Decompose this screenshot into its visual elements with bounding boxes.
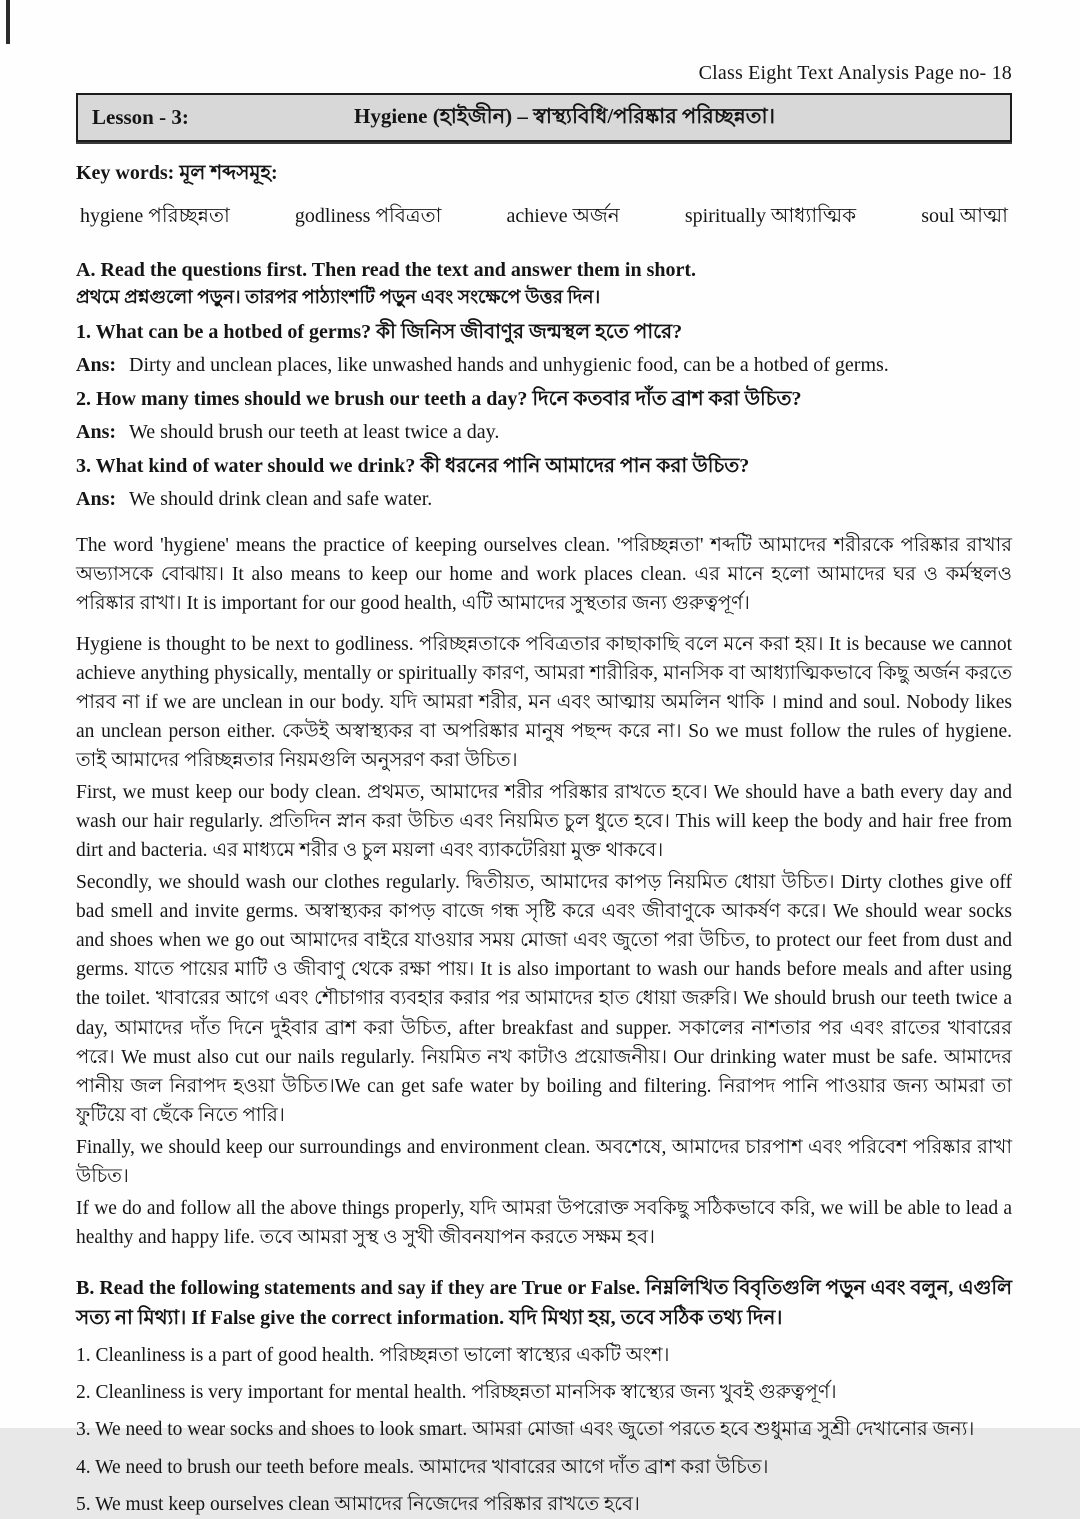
section-b-heading: B. Read the following statements and say if they are True or False. নিম্নলিখিত বিবৃতিগুলি পড়ুন এবং বলুন, এগুলি সত্য না মিথ্যা। If False give the correct information. যদি মিথ্যা হয়, তবে সঠিক তথ্য দিন। xyxy=(76,1276,1012,1329)
section-a-heading: A. Read the questions first. Then read the text and answer them in short. xyxy=(76,259,697,281)
passage-paragraph: If we do and follow all the above things properly, যদি আমরা উপরোক্ত সবকিছু সঠিকভাবে করি, we will be able to lead a healthy and happy life. তবে আমরা সুস্থ ও সুখী জীবনযাপন করতে সক্ষম হব। xyxy=(76,1197,1012,1248)
statement-3: 3. We need to wear socks and shoes to look smart. আমরা মোজা এবং জুতো পরতে হবে শুধুমাত্র সুশ্রী দেখানোর জন্য। xyxy=(76,1419,975,1441)
statement-1: 1. Cleanliness is a part of good health. পরিচ্ছন্নতা ভালো স্বাস্থ্যের একটি অংশ। xyxy=(76,1344,670,1366)
keywords-row xyxy=(80,201,1008,234)
answer-text: We should drink clean and safe water. xyxy=(129,487,433,510)
reading-passage xyxy=(76,531,1012,1252)
answer-2 xyxy=(76,418,1012,447)
answer-label: Ans: xyxy=(76,420,117,443)
keyword-item: hygiene পরিচ্ছন্নতা xyxy=(80,205,230,227)
answer-text: We should brush our teeth at least twice a day. xyxy=(129,420,500,443)
keyword-item: achieve অর্জন xyxy=(506,205,620,227)
passage-paragraph: Finally, we should keep our surroundings and environment clean. অবশেষে, আমাদের চারপাশ এবং পরিবেশ পরিষ্কার রাখা উচিত। xyxy=(76,1136,1012,1187)
statement-4: 4. We need to brush our teeth before meals. আমাদের খাবারের আগে দাঁত ব্রাশ করা উচিত। xyxy=(76,1456,769,1478)
answer-label: Ans: xyxy=(76,353,117,376)
answer-text: Dirty and unclean places, like unwashed hands and unhygienic food, can be a hotbed of germs. xyxy=(129,353,889,376)
passage-paragraph: Hygiene is thought to be next to godliness. পরিচ্ছন্নতাকে পবিত্রতার কাছাকাছি বলে মনে করা হয়। It is because we cannot achieve anything physically, mentally or spiritually কারণ, আমরা শারীরিক, মানসিক বা আধ্যাত্মিকভাবে কিছু অর্জন করতে পারব না if we are unclean in our body. যদি আমরা শরীর, মন এবং আত্মায় অমলিন থাকি । mind and soul. Nobody likes an unclean person either. কেউই অস্বাস্থ্যকর বা অপরিষ্কার মানুষ পছন্দ করে না। So we must follow the rules of hygiene. তাই আমাদের পরিচ্ছন্নতার নিয়মগুলি অনুসরণ করা উচিত। xyxy=(76,633,1012,772)
lesson-title-bar xyxy=(76,93,1012,142)
section-a xyxy=(76,256,1012,514)
section-b xyxy=(76,1273,1012,1519)
keyword-item: godliness পবিত্রতা xyxy=(294,205,442,227)
answer-1 xyxy=(76,351,1012,380)
answer-3 xyxy=(76,485,1012,514)
section-a-heading-bengali: প্রথমে প্রশ্নগুলো পড়ুন। তারপর পাঠ্যাংশটি পড়ুন এবং সংক্ষেপে উত্তর দিন। xyxy=(76,288,601,308)
passage-paragraph: First, we must keep our body clean. প্রথমত, আমাদের শরীর পরিষ্কার রাখতে হবে। We should have a bath every day and wash our hair regularly. প্রতিদিন স্নান করা উচিত এবং নিয়মিত চুল ধুতে হবে। This will keep the body and hair free from dirt and bacteria. এর মাধ্যমে শরীর ও চুল ময়লা এবং ব্যাকটেরিয়া মুক্ত থাকবে। xyxy=(76,782,1012,862)
passage-paragraph: The word 'hygiene' means the practice of keeping ourselves clean. 'পরিচ্ছন্নতা' শব্দটি আমাদের শরীরকে পরিষ্কার রাখার অভ্যাসকে বোঝায়। It also means to keep our home and work places clean. এর মানে হলো আমাদের ঘর ও কর্মস্থলও পরিষ্কার রাখা। It is important for our good health, এটি আমাদের সুস্থতার জন্য গুরুত্বপূর্ণ। xyxy=(76,534,1012,614)
keywords-heading: Key words: মূল শব্দসমূহ: xyxy=(76,162,278,184)
statement-5: 5. We must keep ourselves clean আমাদের নিজেদের পরিষ্কার রাখতে হবে। xyxy=(76,1493,640,1515)
keyword-item: soul আত্মা xyxy=(921,205,1008,227)
question-3: 3. What kind of water should we drink? কী ধরনের পানি আমাদের পান করা উচিত? xyxy=(76,454,750,477)
keyword-item: spiritually আধ্যাত্মিক xyxy=(684,205,857,227)
passage-paragraph: Secondly, we should wash our clothes regularly. দ্বিতীয়ত, আমাদের কাপড় নিয়মিত ধোয়া উচিত। Dirty clothes give off bad smell and invite germs. অস্বাস্থ্যকর কাপড় বাজে গন্ধ সৃষ্টি করে এবং জীবাণুকে আকর্ষণ করে। We should wear socks and shoes when we go out আমাদের বাইরে যাওয়ার সময় মোজা এবং জুতো পরা উচিত, to protect our feet from dust and germs. যাতে পায়ের মাটি ও জীবাণু থেকে রক্ষা পায়। It is also important to wash our hands before meals and after using the toilet. খাবারের আগে এবং শৌচাগার ব্যবহার করার পর আমাদের হাত ধোয়া জরুরি। We should brush our teeth twice a day, আমাদের দাঁত দিনে দুইবার ব্রাশ করা উচিত, after breakfast and supper. সকালের নাশতার পর এবং রাতের খাবারের পরে। We must also cut our nails regularly. নিয়মিত নখ কাটাও প্রয়োজনীয়। Our drinking water must be safe. আমাদের পানীয় জল নিরাপদ হওয়া উচিত।We can get safe water by boiling and filtering. নিরাপদ পানি পাওয়ার জন্য আমরা তা ফুটিয়ে বা ছেঁকে নিতে পারি। xyxy=(76,872,1012,1126)
scan-edge-artifact xyxy=(6,0,10,44)
question-2: 2. How many times should we brush our teeth a day? দিনে কতবার দাঁত ব্রাশ করা উচিত? xyxy=(76,387,802,410)
answer-label: Ans: xyxy=(76,487,117,510)
page-header: Class Eight Text Analysis Page no- 18 xyxy=(698,62,1012,84)
question-1: 1. What can be a hotbed of germs? কী জিনিস জীবাণুর জন্মস্থল হতে পারে? xyxy=(76,320,683,343)
lesson-number-label: Lesson - 3: xyxy=(92,105,189,129)
statement-2: 2. Cleanliness is very important for mental health. পরিচ্ছন্নতা মানসিক স্বাস্থ্যের জন্য খুবই গুরুত্বপূর্ণ। xyxy=(76,1382,837,1404)
lesson-title: Hygiene (হাইজীন) – স্বাস্থ্যবিধি/পরিষ্কার পরিচ্ছন্নতা। xyxy=(354,104,776,128)
